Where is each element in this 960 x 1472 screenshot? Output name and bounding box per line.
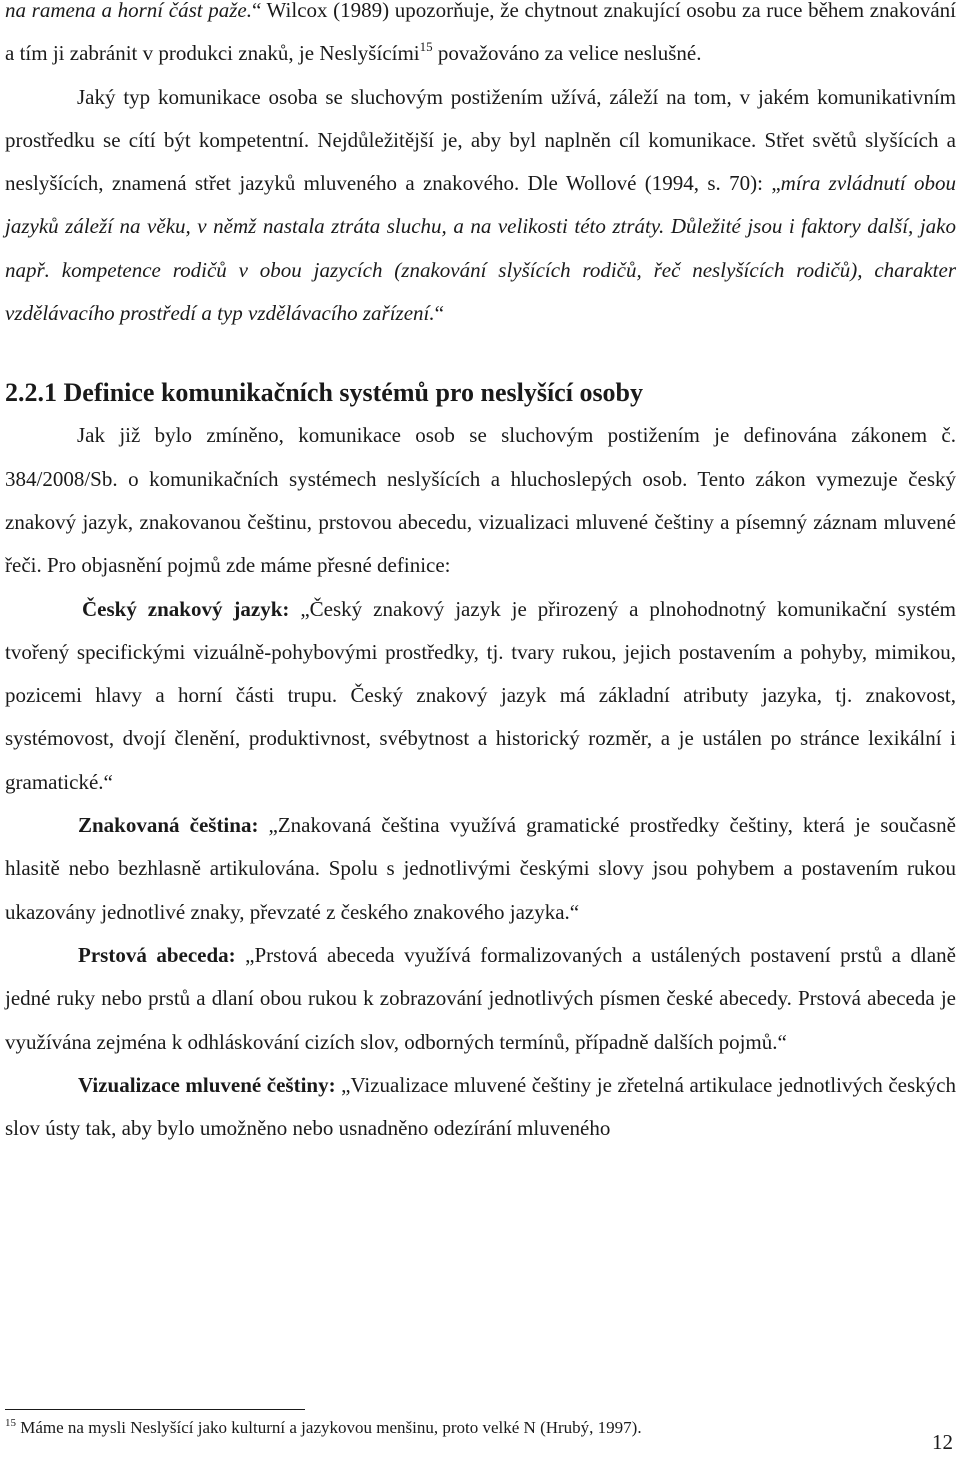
definition-signed-czech: Znakovaná čeština: „Znakovaná čeština využívá gramatické prostředky češtiny, která je současně hlasitě nebo bezhlasně artikulována. Spolu s jednotlivými českými slovy jsou pohybem a postavením rukou ukazovány jednotlivé znaky, převzaté z českého znakového jazyka.“	[5, 813, 956, 924]
definition-term: Český znakový jazyk:	[82, 596, 290, 621]
paragraph-2: Jaký typ komunikace osoba se sluchovým postižením užívá, záleží na tom, v jakém komunikativním prostředku se cítí být kompetentní. Nejdůležitější je, aby byl naplněn cíl komunikace. Střet světů slyšících a neslyšících, znamená střet jazyků mluveného a znakového. Dle Wollové (1994, s. 70): „míra zvládnutí obou jazyků záleží na věku, v němž nastala ztráta sluchu, a na velikosti této ztráty. Důležité jsou i faktory další, jako např. kompetence rodičů v obou jazycích (znakování slyšících rodičů, řeč neslyšících rodičů), charakter vzdělávacího prostředí a typ vzdělávacího zařízení.“	[5, 84, 956, 326]
definition-term: Vizualizace mluvené češtiny:	[78, 1072, 336, 1097]
paragraph-1: na ramena a horní část paže.“ Wilcox (1989) upozorňuje, že chytnout znakující osobu za ruce během znakování a tím ji zabránit v produkci znaků, je Neslyšícími$^{15}$ považováno za velice neslušné.	[5, 0, 956, 66]
quote-end-italic: na ramena a horní část paže.	[5, 0, 252, 22]
wollova-quote: míra zvládnutí obou jazyků záleží na věku, v němž nastala ztráta sluchu, a na velikosti této ztráty. Důležité jsou i faktory další, jako např. kompetence rodičů v obou jazycích (znakování slyšících rodičů, řeč neslyšících rodičů), charakter vzdělávacího prostředí a typ vzdělávacího zařízení.	[5, 171, 956, 326]
definition-visualization: Vizualizace mluvené češtiny: „Vizualizace mluvené češtiny je zřetelná artikulace jednotlivých českých slov ústy tak, aby bylo umožněno nebo usnadněno odezírání mluveného	[5, 1072, 956, 1141]
section-heading-wrap	[5, 371, 956, 414]
paragraph-3: Jak již bylo zmíněno, komunikace osob se sluchovým postižením je definována zákonem č. 384/2008/Sb. o komunikačních systémech neslyšících a hluchoslepých osob. Tento zákon vymezuje český znakový jazyk, znakovanou češtinu, prstovou abecedu, vizualizaci mluvené češtiny a písemný záznam mluvené řeči. Pro objasnění pojmů zde máme přesné definice:	[5, 423, 956, 578]
footnote: $^{15}$ Máme na mysli Neslyšící jako kulturní a jazykovou menšinu, proto velké N (Hrubý, 1997).	[5, 1417, 642, 1437]
definition-czech-sign-language: Český znakový jazyk: „Český znakový jazyk je přirozený a plnohodnotný komunikační systém tvořený specifickými vizuálně-pohybovými prostředky, tj. tvary rukou, jejich postavením a pohyby, mimikou, pozicemi hlavy a horní části trupu. Český znakový jazyk má základní atributy jazyka, tj. znakovost, systémovost, dvojí členění, produktivnost, svébytnost a historický rozměr, a je ustálen po stránce lexikální i gramatické.“	[5, 596, 956, 794]
footnote-ref[interactable]: 15	[419, 39, 433, 55]
definition-term: Prstová abeceda:	[78, 942, 236, 967]
footnote-number: 15	[5, 1417, 16, 1429]
footnote-separator	[5, 1409, 305, 1410]
page-number: 12	[932, 1430, 953, 1454]
definition-finger-alphabet: Prstová abeceda: „Prstová abeceda využívá formalizovaných a ustálených postavení prstů a dlaně jedné ruky nebo prstů a dlaní obou rukou k zobrazování jednotlivých písmen české abecedy. Prstová abeceda je využívána zejména k odhláskování cizích slov, odborných termínů, případně dalších pojmů.“	[5, 942, 956, 1054]
section-heading: 2.2.1 Definice komunikačních systémů pro neslyšící osoby	[5, 378, 644, 408]
definition-term: Znakovaná čeština:	[78, 813, 259, 838]
